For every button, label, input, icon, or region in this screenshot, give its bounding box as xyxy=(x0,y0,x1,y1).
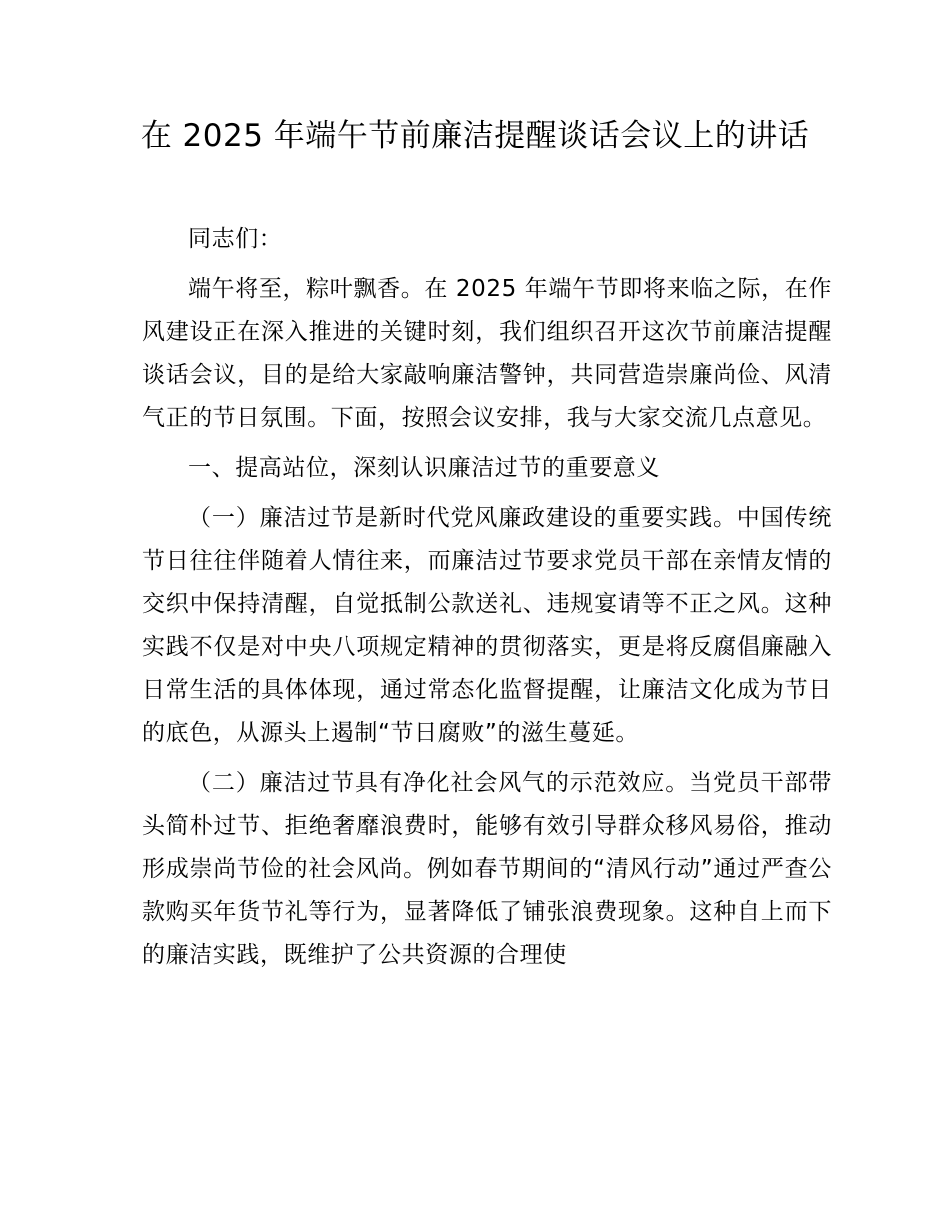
paragraph-point-1: （一）廉洁过节是新时代党风廉政建设的重要实践。中国传统节日往往伴随着人情往来，而廉洁过节要求党员干部在亲情友情的交织中保持清醒，自觉抵制公款送礼、违规宴请等不正之风。这种实践不仅是对中央八项规定精神的贯彻落实，更是将反腐倡廉融入日常生活的具体体现，通过常态化监督提醒，让廉洁文化成为节日的底色，从源头上遏制“节日腐败”的滋生蔓延。 xyxy=(142,505,832,746)
paragraph-point-2: （二）廉洁过节具有净化社会风气的示范效应。当党员干部带头简朴过节、拒绝奢靡浪费时，能够有效引导群众移风易俗，推动形成崇尚节俭的社会风尚。例如春节期间的“清风行动”通过严查公款购买年货节礼等行为，显著降低了铺张浪费现象。这种自上而下的廉洁实践，既维护了公共资源的合理使 xyxy=(142,770,832,968)
document-title: 在 2025 年端午节前廉洁提醒谈话会议上的讲话 xyxy=(140,118,810,154)
section-heading-1: 一、提高站位，深刻认识廉洁过节的重要意义 xyxy=(188,455,660,481)
salutation: 同志们： xyxy=(188,226,283,252)
paragraph-intro: 端午将至，粽叶飘香。在 2025 年端午节即将来临之际，在作风建设正在深入推进的关键时刻，我们组织召开这次节前廉洁提醒谈话会议，目的是给大家敲响廉洁警钟，共同营造崇廉尚俭、风清气正的节日氛围。下面，按照会议安排，我与大家交流几点意见。 xyxy=(142,276,832,431)
document-body xyxy=(142,218,832,984)
